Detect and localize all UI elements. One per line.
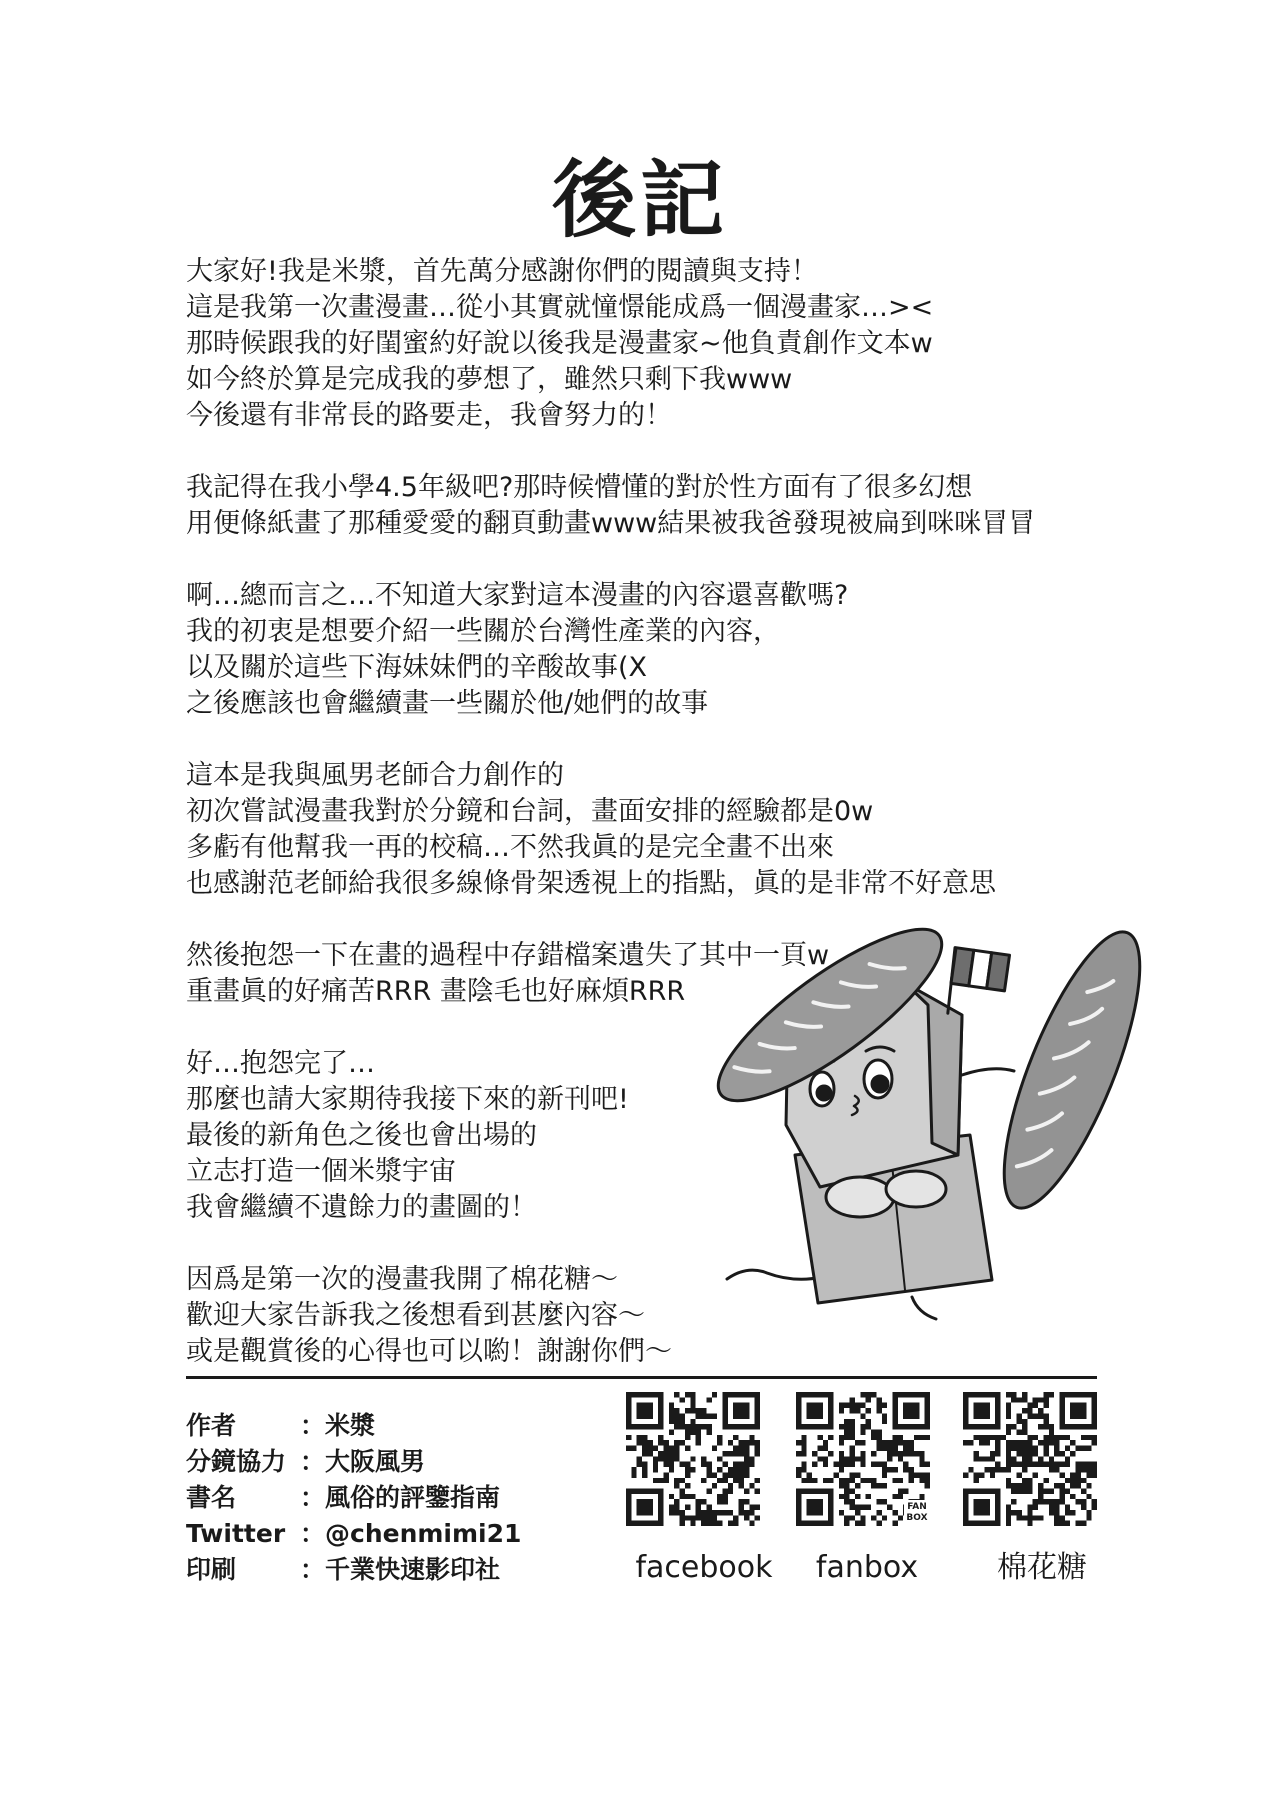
qr-label-marshmallow: 棉花糖 [997,1550,1087,1585]
badge-line: FAN [907,1502,927,1512]
paragraph [186,578,1035,722]
text-line: 我記得在我小學4.5年級吧?那時候懵懂的對於性方面有了很多幻想 [186,472,973,503]
badge-line: BOX [906,1513,928,1523]
paragraph [186,1262,1035,1370]
text-line: 用便條紙畫了那種愛愛的翻頁動畫www結果被我爸發現被扁到咪咪冒冒 [186,508,1036,539]
qr-pattern [963,1392,1097,1526]
text-line: 以及關於這些下海妹妹們的辛酸故事(X [186,652,648,683]
qr-code-icon [963,1392,1097,1526]
text-line: 初次嘗試漫畫我對於分鏡和台詞，畫面安排的經驗都是0w [186,796,874,827]
text-line: 歡迎大家告訴我之後想看到甚麼內容～ [186,1300,645,1331]
credit-value: ：千業快速影印社 [300,1555,501,1584]
paragraph [186,1046,1035,1226]
credit-row-twitter [186,1516,521,1552]
text-line: 之後應該也會繼續畫一些關於他/她們的故事 [186,688,709,719]
text-line: 重畫眞的好痛苦RRR 畫陰毛也好麻煩RRR [186,976,686,1007]
text-line: 或是觀賞後的心得也可以喲！謝謝你們～ [186,1336,672,1367]
text-line: 最後的新角色之後也會出場的 [186,1120,537,1151]
text-line: 那時候跟我的好閨蜜約好說以後我是漫畫家~他負責創作文本w [186,328,933,359]
qr-label-facebook: facebook [635,1550,773,1585]
credit-value: ：@chenmimi21 [300,1519,522,1548]
credit-row-author [186,1408,521,1444]
qr-code-icon [626,1392,760,1526]
text-line: 因爲是第一次的漫畫我開了棉花糖～ [186,1264,618,1295]
credit-label: Twitter [186,1519,286,1548]
text-line: 然後抱怨一下在畫的過程中存錯檔案遺失了其中一頁w [186,940,830,971]
paragraph [186,254,1035,434]
text-line: 我會繼續不遺餘力的畫圖的！ [186,1192,537,1223]
credit-label: 作者 [186,1411,237,1440]
credit-row-storyboard [186,1444,521,1480]
credit-row-printer [186,1552,521,1588]
qr-pattern [626,1392,760,1526]
text-line: 今後還有非常長的路要走，我會努力的！ [186,400,672,431]
paragraph [186,758,1035,902]
credits-block [186,1408,521,1588]
qr-label-fanbox: fanbox [815,1550,919,1585]
credit-value: ：大阪風男 [300,1447,426,1476]
page-title: 後記 [551,151,728,249]
credit-row-book-title [186,1480,521,1516]
paragraph [186,938,1035,1010]
text-line: 那麼也請大家期待我接下來的新刊吧! [186,1084,629,1115]
text-line: 這本是我與風男老師合力創作的 [186,760,564,791]
fanbox-badge [904,1500,930,1526]
text-line: 我的初衷是想要介紹一些關於台灣性產業的內容， [186,616,780,647]
credit-label: 書名 [186,1483,237,1512]
text-line: 啊…總而言之…不知道大家對這本漫畫的內容還喜歡嗎? [186,580,849,611]
paragraph [186,470,1035,542]
text-line: 也感謝范老師給我很多線條骨架透視上的指點，眞的是非常不好意思 [186,868,996,899]
text-line: 如今終於算是完成我的夢想了，雖然只剩下我www [186,364,793,395]
text-line: 多虧有他幫我一再的校稿…不然我眞的是完全畫不出來 [186,832,834,863]
qr-code-facebook [626,1392,760,1526]
qr-code-fanbox [796,1392,930,1526]
credit-label: 分鏡協力 [186,1447,287,1476]
credit-value: ：米漿 [300,1411,376,1440]
text-line: 大家好!我是米漿，首先萬分感謝你們的閱讀與支持！ [186,256,818,287]
credit-value: ：風俗的評鑒指南 [300,1483,501,1512]
text-line: 這是我第一次畫漫畫…從小其實就憧憬能成爲一個漫畫家…>< [186,292,934,323]
qr-code-marshmallow [963,1392,1097,1526]
text-line: 好…抱怨完了… [186,1048,375,1079]
credit-label: 印刷 [186,1555,237,1584]
afterword-text [186,254,1035,1406]
text-line: 立志打造一個米漿宇宙 [186,1156,456,1187]
